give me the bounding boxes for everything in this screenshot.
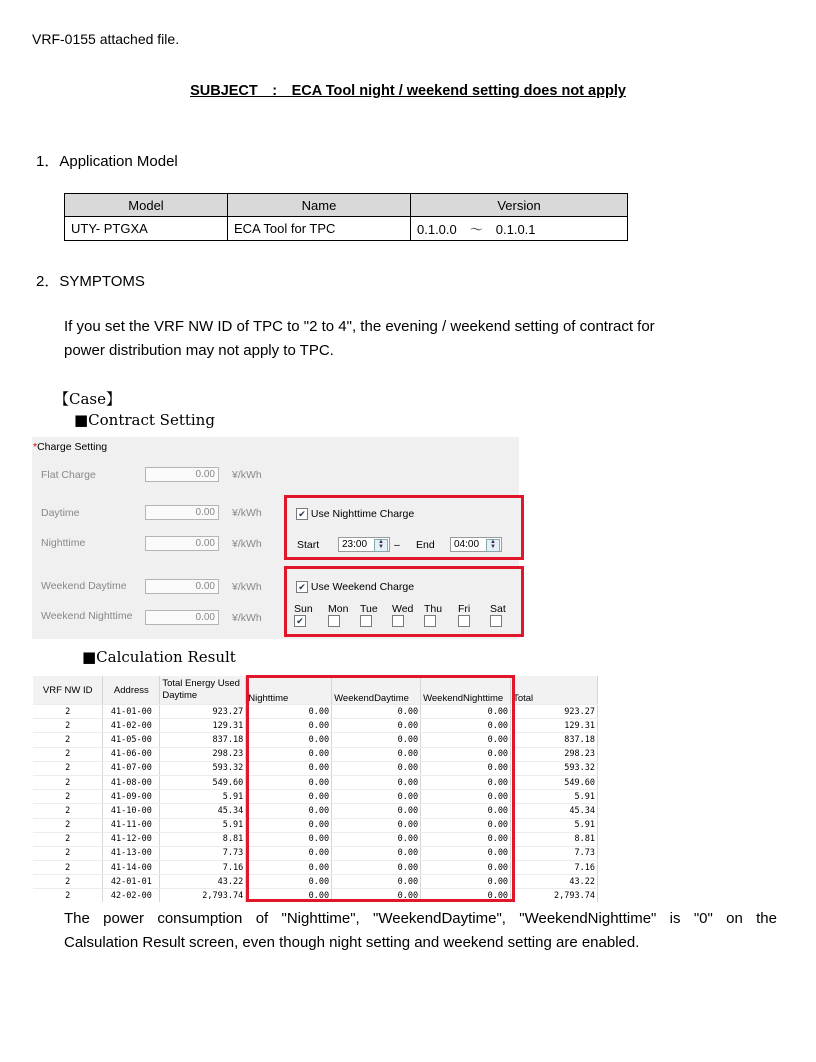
grid-cell: 5.91 [160, 790, 246, 804]
day-checkbox[interactable] [424, 615, 436, 627]
use-weekend-checkbox[interactable]: ✔ [296, 581, 308, 593]
section-application-model: 1．Application Model [36, 153, 178, 170]
start-label: Start [297, 539, 320, 551]
grid-cell: 0.00 [246, 804, 332, 818]
use-nighttime-row[interactable] [296, 508, 414, 520]
nighttime-label: Nighttime [41, 537, 86, 549]
grid-cell: 5.91 [511, 790, 598, 804]
col-version: Version [411, 194, 628, 217]
grid-cell: 41-07-00 [103, 761, 160, 775]
grid-cell: 0.00 [246, 832, 332, 846]
grid-cell: 0.00 [421, 818, 511, 832]
grid-cell: 0.00 [421, 832, 511, 846]
grid-cell: 0.00 [421, 761, 511, 775]
flat-charge-field[interactable]: 0.00 [145, 467, 219, 482]
grid-cell: 0.00 [332, 761, 421, 775]
daytime-field[interactable]: 0.00 [145, 505, 219, 520]
use-weekend-row[interactable] [296, 581, 414, 593]
grid-cell: 0.00 [421, 747, 511, 761]
grid-cell: 2 [33, 719, 103, 733]
grid-cell: 7.73 [160, 846, 246, 860]
weekend-daytime-field[interactable]: 0.00 [145, 579, 219, 594]
day-thu[interactable]: Thu [424, 603, 442, 627]
grid-cell: 0.00 [246, 790, 332, 804]
grid-cell: 923.27 [160, 705, 246, 719]
daytime-unit: ¥/kWh [232, 507, 262, 519]
grid-cell: 2 [33, 790, 103, 804]
grid-cell: 549.60 [160, 775, 246, 789]
grid-cell: 0.00 [246, 733, 332, 747]
weekday-selector [294, 603, 519, 633]
contract-setting-label: ■Contract Setting [74, 411, 215, 429]
grid-cell: 41-12-00 [103, 832, 160, 846]
nighttime-field[interactable]: 0.00 [145, 536, 219, 551]
grid-cell: 0.00 [246, 761, 332, 775]
grid-cell: 0.00 [332, 747, 421, 761]
file-reference: VRF-0155 attached file. [32, 31, 180, 47]
grid-cell: 837.18 [160, 733, 246, 747]
grid-cell: 837.18 [511, 733, 598, 747]
grid-cell: 0.00 [421, 733, 511, 747]
grid-cell: 0.00 [332, 875, 421, 889]
grid-cell: 0.00 [421, 804, 511, 818]
grid-cell: 0.00 [246, 719, 332, 733]
grid-cell: 549.60 [511, 775, 598, 789]
case-label: 【Case】 [54, 390, 121, 408]
grid-cell: 0.00 [246, 861, 332, 875]
grid-cell: 0.00 [246, 889, 332, 902]
grid-cell: 45.34 [511, 804, 598, 818]
header-weekend-daytime[interactable]: WeekendDaytime [332, 676, 421, 705]
grid-cell: 2,793.74 [160, 889, 246, 902]
header-address[interactable]: Address [103, 676, 160, 705]
day-checkbox[interactable] [392, 615, 404, 627]
grid-cell: 42-02-00 [103, 889, 160, 902]
col-model: Model [65, 194, 228, 217]
grid-cell: 2 [33, 733, 103, 747]
day-fri[interactable]: Fri [458, 603, 470, 627]
header-nighttime[interactable]: Nighttime [246, 676, 332, 705]
day-checkbox[interactable] [490, 615, 502, 627]
grid-cell: 298.23 [511, 747, 598, 761]
day-checkbox[interactable] [328, 615, 340, 627]
flat-unit: ¥/kWh [232, 469, 262, 481]
grid-cell: 0.00 [332, 889, 421, 902]
grid-cell: 0.00 [332, 804, 421, 818]
grid-cell: 0.00 [421, 861, 511, 875]
grid-cell: 0.00 [332, 861, 421, 875]
day-checkbox[interactable] [458, 615, 470, 627]
grid-cell: 45.34 [160, 804, 246, 818]
grid-cell: 2 [33, 705, 103, 719]
grid-cell: 2 [33, 832, 103, 846]
grid-cell: 0.00 [246, 705, 332, 719]
grid-cell: 43.22 [511, 875, 598, 889]
start-time-spinner[interactable]: 23:00 ▲ ▼ [338, 537, 390, 552]
grid-cell: 0.00 [421, 875, 511, 889]
grid-cell: 2 [33, 775, 103, 789]
grid-cell: 2 [33, 761, 103, 775]
grid-cell: 41-14-00 [103, 861, 160, 875]
grid-cell: 0.00 [421, 790, 511, 804]
grid-cell: 0.00 [246, 818, 332, 832]
model-table [64, 193, 628, 241]
name-cell: ECA Tool for TPC [228, 217, 411, 241]
grid-cell: 0.00 [421, 846, 511, 860]
header-total[interactable]: Total [511, 676, 598, 705]
grid-cell: 593.32 [160, 761, 246, 775]
grid-cell: 0.00 [332, 733, 421, 747]
end-label: End [416, 539, 435, 551]
grid-cell: 41-06-00 [103, 747, 160, 761]
day-wed[interactable]: Wed [392, 603, 413, 627]
grid-cell: 0.00 [332, 790, 421, 804]
nighttime-unit: ¥/kWh [232, 538, 262, 550]
symptom-text-2: power distribution may not apply to TPC. [64, 342, 334, 359]
grid-cell: 0.00 [421, 775, 511, 789]
grid-cell: 0.00 [246, 846, 332, 860]
header-weekend-nighttime[interactable]: WeekendNighttime [421, 676, 511, 705]
grid-cell: 8.81 [511, 832, 598, 846]
conclusion-text-2: Calsulation Result screen, even though night setting and weekend setting are enabled. [64, 934, 640, 951]
grid-cell: 298.23 [160, 747, 246, 761]
grid-cell: 0.00 [332, 775, 421, 789]
nighttime-charge-box [284, 495, 524, 560]
grid-cell: 41-10-00 [103, 804, 160, 818]
grid-cell: 593.32 [511, 761, 598, 775]
grid-cell: 2 [33, 804, 103, 818]
grid-cell: 129.31 [511, 719, 598, 733]
daytime-label: Daytime [41, 507, 80, 519]
grid-cell: 0.00 [332, 818, 421, 832]
weekend-daytime-unit: ¥/kWh [232, 581, 262, 593]
day-tue[interactable]: Tue [360, 603, 378, 627]
use-nighttime-checkbox[interactable]: ✔ [296, 508, 308, 520]
day-checkbox[interactable]: ✔ [294, 615, 306, 627]
grid-cell: 0.00 [332, 832, 421, 846]
day-checkbox[interactable] [360, 615, 372, 627]
grid-cell: 0.00 [421, 719, 511, 733]
grid-cell: 0.00 [246, 747, 332, 761]
grid-cell: 0.00 [246, 775, 332, 789]
grid-cell: 2 [33, 889, 103, 902]
grid-cell: 923.27 [511, 705, 598, 719]
conclusion-text-1: The power consumption of "Nighttime", "WeekendDaytime", "WeekendNighttime" is "0" on the [64, 910, 777, 927]
zero-values-highlight [246, 675, 515, 902]
grid-cell: 2 [33, 747, 103, 761]
weekend-charge-box [284, 566, 524, 637]
grid-cell: 2 [33, 846, 103, 860]
grid-cell: 41-05-00 [103, 733, 160, 747]
calculation-result-label: ■Calculation Result [82, 648, 236, 666]
weekend-nighttime-unit: ¥/kWh [232, 612, 262, 624]
version-cell: 0.1.0.0 ～ 0.1.0.1 [411, 217, 628, 241]
grid-cell: 41-11-00 [103, 818, 160, 832]
use-weekend-label: Use Weekend Charge [310, 581, 415, 593]
use-nighttime-label: Use Nighttime Charge [310, 508, 415, 520]
model-cell: UTY- PTGXA [65, 217, 228, 241]
header-nwid[interactable]: VRF NW ID [33, 676, 103, 705]
spinner-arrows-icon[interactable]: ▲ ▼ [374, 539, 388, 552]
weekend-nighttime-field[interactable]: 0.00 [145, 610, 219, 625]
header-daytime[interactable]: Total Energy Used Daytime [160, 676, 246, 705]
flat-charge-label: Flat Charge [41, 469, 96, 481]
grid-cell: 2 [33, 818, 103, 832]
grid-cell: 41-01-00 [103, 705, 160, 719]
grid-cell: 0.00 [421, 705, 511, 719]
grid-cell: 41-13-00 [103, 846, 160, 860]
grid-cell: 2,793.74 [511, 889, 598, 902]
grid-cell: 5.91 [160, 818, 246, 832]
day-mon[interactable]: Mon [328, 603, 348, 627]
day-sat[interactable]: Sat [490, 603, 506, 627]
grid-cell: 41-02-00 [103, 719, 160, 733]
time-dash: – [394, 539, 400, 551]
weekend-nighttime-label: Weekend Nighttime [41, 610, 133, 622]
symptom-text-1: If you set the VRF NW ID of TPC to "2 to 4", the evening / weekend setting of contract for [64, 318, 655, 335]
grid-cell: 129.31 [160, 719, 246, 733]
grid-cell: 7.16 [511, 861, 598, 875]
grid-cell: 7.16 [160, 861, 246, 875]
grid-cell: 41-09-00 [103, 790, 160, 804]
grid-cell: 42-01-01 [103, 875, 160, 889]
grid-cell: 7.73 [511, 846, 598, 860]
grid-cell: 43.22 [160, 875, 246, 889]
day-sun[interactable]: Sun ✔ [294, 603, 313, 627]
grid-cell: 0.00 [332, 705, 421, 719]
col-name: Name [228, 194, 411, 217]
grid-cell: 41-08-00 [103, 775, 160, 789]
spinner-arrows-icon[interactable]: ▲ ▼ [486, 539, 500, 552]
grid-cell: 0.00 [246, 875, 332, 889]
grid-cell: 8.81 [160, 832, 246, 846]
grid-cell: 5.91 [511, 818, 598, 832]
grid-cell: 0.00 [421, 889, 511, 902]
charge-setting-header: *Charge Setting [33, 441, 108, 453]
grid-cell: 2 [33, 861, 103, 875]
grid-cell: 0.00 [332, 846, 421, 860]
subject-title: SUBJECT : ECA Tool night / weekend setting does not apply [190, 83, 626, 99]
grid-cell: 2 [33, 875, 103, 889]
grid-cell: 0.00 [332, 719, 421, 733]
weekend-daytime-label: Weekend Daytime [41, 580, 127, 592]
section-symptoms: 2．SYMPTOMS [36, 273, 145, 290]
end-time-spinner[interactable]: 04:00 ▲ ▼ [450, 537, 502, 552]
